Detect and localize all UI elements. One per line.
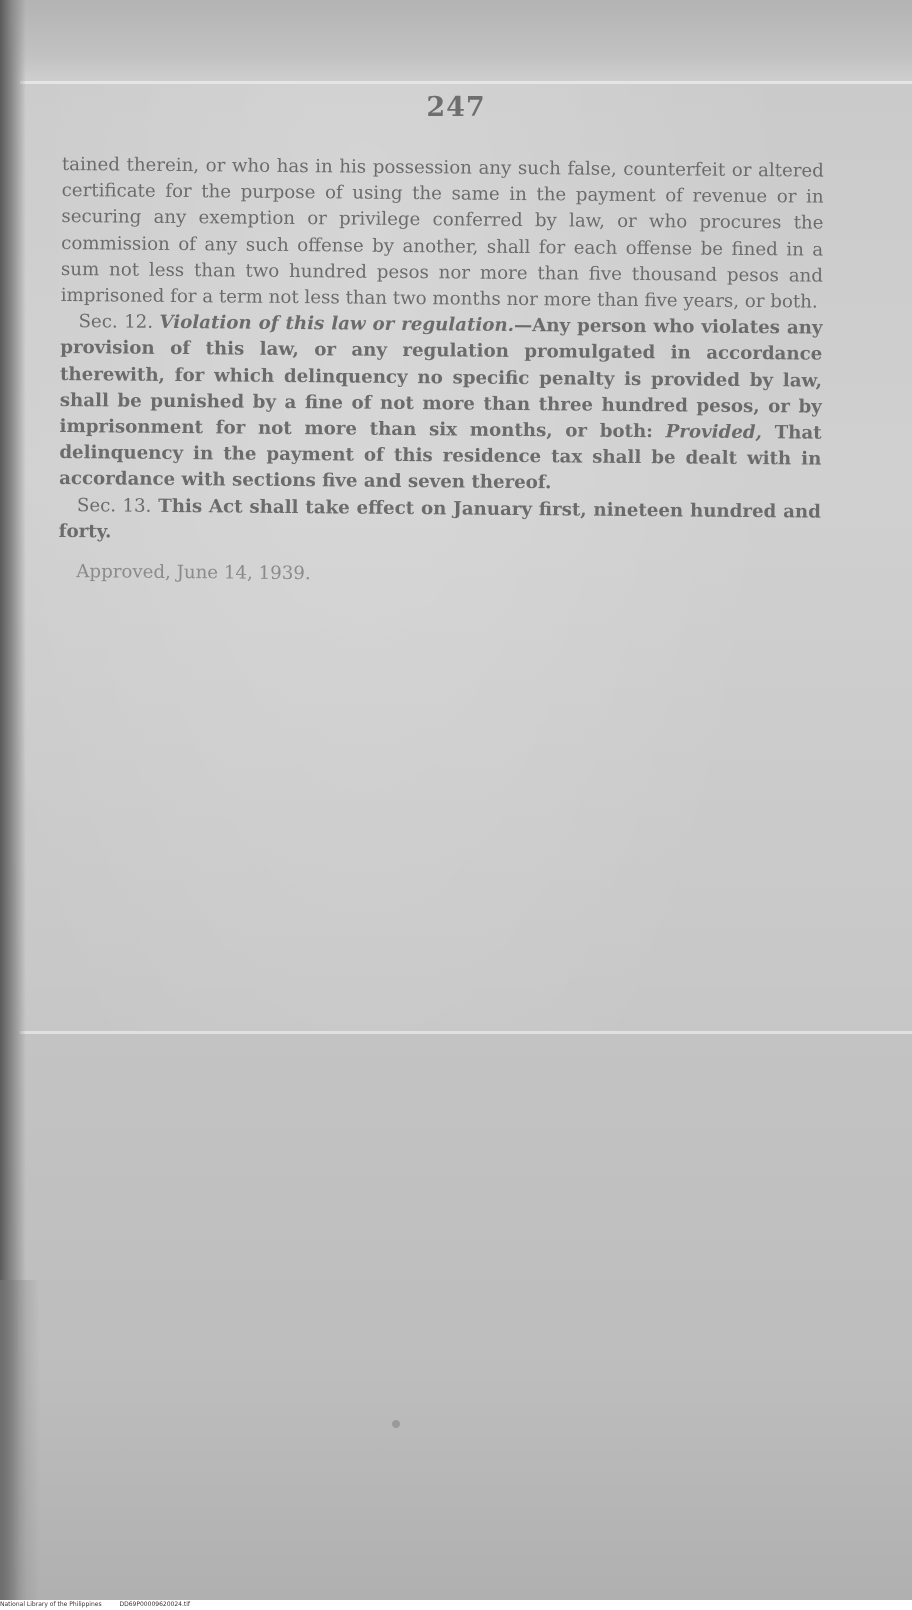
section-12: [59, 309, 823, 499]
footer-file-id: DD69P00009620024.tif: [119, 1601, 191, 1608]
speck-mark: [392, 1420, 400, 1428]
blank-lower-area: [0, 1034, 912, 1600]
page-number: 247: [426, 92, 486, 123]
section-12-proviso-text: That delinquency in the payment of this residence tax shall be dealt with in accordance with sections five and seven thereof.: [59, 422, 822, 494]
section-12-proviso: Provided,: [665, 421, 762, 444]
section-13: [59, 493, 821, 552]
section-13-text: This Act shall take effect on January first, nineteen hundred and forty.: [58, 495, 821, 543]
section-13-label: Sec. 13.: [76, 494, 152, 517]
top-edge-line: [20, 81, 912, 84]
section-12-label: Sec. 12.: [78, 311, 154, 334]
document-body: [58, 152, 824, 592]
binding-shadow-lower: [0, 1280, 40, 1600]
section-12-text: —Any person who violates any provision of this law, or any regulation promulgated in accordance therewith, for which delinquency no specific penalty is provided by law, shall be punished by a fine of not more than three hundred pesos, or by imprisonment for not more than six months, or both:: [59, 315, 823, 443]
footer-library: National Library of the Philippines: [0, 1601, 102, 1608]
bottom-edge-line: [20, 1031, 912, 1034]
scan-footer: [0, 1600, 912, 1610]
section-12-heading: Violation of this law or regulation.: [159, 312, 515, 337]
paragraph-continued: tained therein, or who has in his possession any such false, counterfeit or altered certificate for the purpose of using the same in the payment of revenue or in securing any exemption or privilege conferred by law, or who procures the commission of any such offense by another, shall for each offense be fined in a sum not less than two hundred pesos nor more than five thousand pesos and imprisoned for a term not less than two months nor more than five years, or both.: [60, 153, 824, 313]
page-top-band: [0, 0, 912, 82]
approval-line: Approved, June 14, 1939.: [76, 561, 311, 585]
